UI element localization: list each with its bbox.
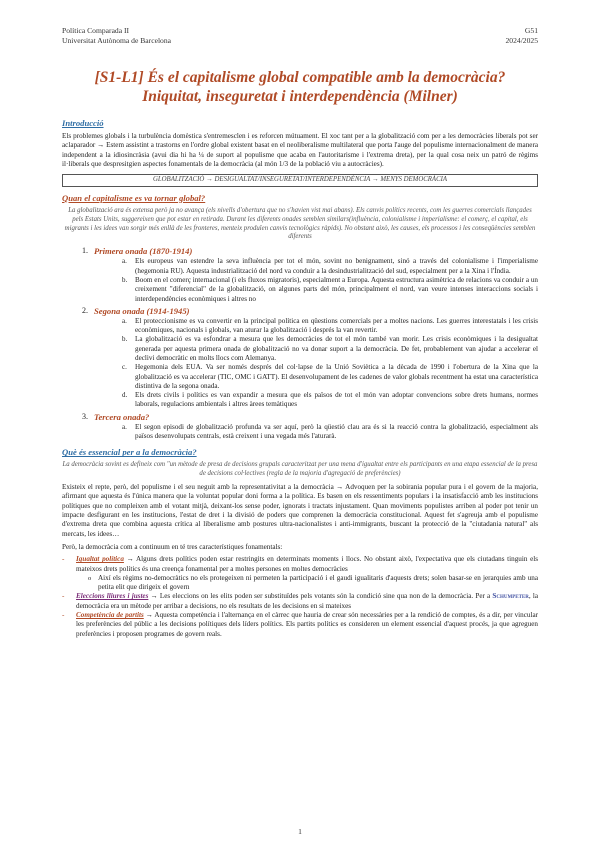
summary-box: GLOBALITZACIÓ → DESIGUALTAT/INSEGURETAT/INTERDEPENDÈNCIA → MENYS DEMOCRÀCIA bbox=[62, 174, 538, 187]
feature-term: Competència de partits bbox=[76, 611, 144, 620]
feature-text: → Les eleccions on les elits poden ser substituïdes pels votants són la condició sine qua non de la democràcia. Per a bbox=[148, 592, 493, 601]
circle-bullet-icon: o bbox=[88, 574, 92, 582]
list-item bbox=[62, 592, 538, 611]
list-item bbox=[62, 391, 538, 410]
list-item bbox=[62, 555, 538, 574]
page-header bbox=[62, 26, 538, 45]
wave-title: Primera onada (1870-1914) bbox=[94, 246, 193, 257]
page-title bbox=[62, 69, 538, 106]
item-letter: c. bbox=[122, 363, 127, 372]
item-letter: b. bbox=[122, 335, 128, 344]
course-code: G51 bbox=[524, 26, 538, 35]
list-item bbox=[62, 611, 538, 639]
feature-text: → Alguns drets polítics poden estar restringits en determinats moments i llocs. No obstant això, l'expectativa que els ciutadans tinguin els mateixos drets polítics és una creença fonamental per a moltes persones en moltes democràcies bbox=[76, 555, 539, 573]
item-letter: b. bbox=[122, 275, 128, 284]
feature-subtext: Així els règims no-democràtics no els protegeixen ni permeten la participació i el gaudi igualitaris d'aquests drets; solen basar-se en jerarquies amb una petita elit que dirigeix el govern bbox=[98, 573, 538, 592]
wave-heading bbox=[62, 246, 538, 256]
intro-paragraph: Els problemes globals i la turbulència domèstica s'entremesclen i es reforcen mútuament. El xoc tant per a la globalització com per a les democràcies liberals pot ser aclaparador → Estem assistint a trastorns en l'ordre global existent basat en el neoliberalisme multilateral que porta l'auge del populisme internacionalment de manera independent a la idiosincràsia (avui dia hi ha ¼ de suport al populisme que acaba en l'autoritarisme i l'extrema dreta), per la qual cosa neix un patró de règims il·liberals que despresitgien aspectes fonamentals de la democràcia (al món 1/3 de la població viu a autocràcies). bbox=[62, 132, 538, 168]
wave-title: Tercera onada? bbox=[94, 411, 150, 422]
waves-list bbox=[62, 246, 538, 441]
list-item bbox=[62, 363, 538, 391]
intro-heading: Introducció bbox=[62, 118, 104, 128]
features-list bbox=[62, 555, 538, 639]
item-text: El proteccionisme es va convertir en la principal política en qüestions comercials per a moltes nacions. Les guerres interestatals i les crisis econòmiques, nacionals i globals, van aturar la globalització i després la van revertir. bbox=[135, 316, 538, 335]
title-line-1: [S1-L1] És el capitalisme global compatible amb la democràcia? bbox=[94, 69, 506, 86]
feature-text: → Aquesta competència i l'alternança en el càrrec que hauria de crear són necessàries per a la rendició de comptes, és a dir, per vincular les preferències del públic a les decisions polítiques dels líders polítics. Els partits polítics es consideren un element essencial d'aquest procés, ja que agreguen preferències i proposen programes de govern reals. bbox=[76, 611, 538, 638]
democracy-quote: La democràcia sovint es defineix com "un mètode de presa de decisions grupals caracteritzat per una mena d'igualtat entre els participants en una etapa essencial de la presa de decisions col·lectives (regla de la majoria d'agregació de preferències) bbox=[62, 461, 538, 478]
feature-term: Eleccions lliures i justes bbox=[76, 592, 149, 601]
item-text: El segon episodi de globalització profunda va ser aquí, però la qüestió clau ara és si la reacció contra la globalització, especialment als països desenvolupats centrals, està creixent i una vegada més l'aturarà. bbox=[135, 422, 538, 441]
author-name: Schumpeter bbox=[492, 592, 529, 601]
dash-bullet: - bbox=[62, 592, 65, 601]
list-item bbox=[62, 317, 538, 336]
list-item bbox=[62, 423, 538, 442]
item-text: Els drets civils i polítics es van expandir a mesura que els països de tot el món van adoptar convencions sobre drets humans, normes laborals, regulacions ambientals i altres àrees temàtiques bbox=[135, 391, 538, 409]
dash-bullet: - bbox=[62, 611, 65, 620]
item-text: Els europeus van estendre la seva influència per tot el món, sovint no benignament, sinó a través del colonialisme i l'imperialisme (hegemonia RU). Aquesta industrialització del nord va conduir a la desindustrialització del sud, especialment per a la Xina i l'Índia. bbox=[135, 257, 538, 275]
wave-title: Segona onada (1914-1945) bbox=[94, 305, 190, 316]
sub-list-item bbox=[62, 574, 538, 593]
academic-year: 2024/2025 bbox=[505, 35, 538, 45]
wave-number: 1. bbox=[82, 246, 88, 256]
globalization-quote: La globalització ara és extensa però ja no avança (els nivells d'obertura que no s'havien vist mai abans). Els canvis polítics recents, com les guerres comercials llançades pels Estats Units, suggereixen que pot estar en retirada. Durant les diferents onades semblen similars(influència, colonialisme i imperialisme: el comerç, el capital, els migrants i les idees van sorgir més enllà de les fronteres, menteix produïen canvis tecnològics ràpids). No obstant això, les causes, els processos i les conseqüències semblen diferents bbox=[64, 206, 536, 241]
page-number: 1 bbox=[298, 827, 302, 836]
list-item bbox=[62, 257, 538, 276]
wave-number: 2. bbox=[82, 305, 88, 315]
item-letter: a. bbox=[122, 422, 127, 431]
features-intro: Però, la democràcia com a continuum en té tres característiques fonamentals: bbox=[62, 542, 283, 551]
item-text: Hegemonia dels EUA. Va ser només després del col·lapse de la Unió Soviètica a la dècada de 1990 i l'obertura de la Xina que la globalització es va accelerar (TIC, OMC i GATT). El desenvolupament de les cadenes de valor globals recentment ha estat una característica distintiva de la segona onada. bbox=[135, 363, 538, 390]
item-letter: a. bbox=[122, 316, 127, 325]
feature-text: , la democràcia era un mètode per arribar a decisions, no els resultats de les decisions en si mateixes bbox=[76, 592, 538, 610]
section-democracy-heading: Què és essencial per a la democràcia? bbox=[62, 447, 197, 458]
section-global-capitalism-heading: Quan el capitalisme es va tornar global? bbox=[62, 192, 206, 203]
item-letter: a. bbox=[122, 257, 127, 266]
list-item bbox=[62, 276, 538, 304]
populism-paragraph: Existeix el repte, però, del populisme i el seu neguit amb la representativitat a la democràcia → Advoquen per la sobirania popular pura i el govern de la majoria, afirmant que aquesta és l'única manera que la voluntat popular doni forma a la política. Es basen en els ressentiments populars i la insatisfacció amb les institucions polítiques que no compleixen amb el votant mitjà, deixant-los sense poder, ignorats i tractats injustament. Quan moviments populistes arriben al poder pot tenir un impacte desfigurant en les institucions, l'estat de dret i la divisió de poders que comprenen la democràcia constitucional. Aquest fet s'agreuja amb el populisme d'extrema dreta que combina aquesta crítica al liberalisme amb postures ultra-nacionalistes i anti-immigrants, buscant la protecció de la "ciutadania natural" als mercats, les idees… bbox=[62, 483, 538, 538]
course-name: Política Comparada II bbox=[62, 26, 130, 35]
title-line-2: Iniquitat, inseguretat i interdependència (Milner) bbox=[142, 87, 458, 105]
item-text: Boom en el comerç internacional (i els fluxos migratoris), especialment a Europa. Aquesta estructura asimètrica de relacions va conduir a un creixement "diferencial" de la globalització, on algunes parts del món, principalment el nord, van veure intenses interaccions socials i interdependències econòmiques i altres no bbox=[135, 275, 538, 303]
wave-number: 3. bbox=[82, 411, 88, 421]
item-letter: d. bbox=[122, 391, 128, 400]
wave-heading bbox=[62, 412, 538, 422]
wave-heading bbox=[62, 306, 538, 316]
university-name: Universitat Autònoma de Barcelona bbox=[62, 35, 172, 45]
feature-term: Igualtat política bbox=[76, 555, 124, 564]
dash-bullet: - bbox=[62, 555, 65, 564]
item-text: La globalització es va esfondrar a mesura que les democràcies de tot el món també van morir. Les crisis econòmiques i la desigualtat generada per aquesta primera onada de globalització no va donar suport a la democràcia. De fet, probablement van ajudar a accelerar el declivi democràtic en molts llocs com Alemanya. bbox=[135, 335, 538, 362]
list-item bbox=[62, 335, 538, 363]
